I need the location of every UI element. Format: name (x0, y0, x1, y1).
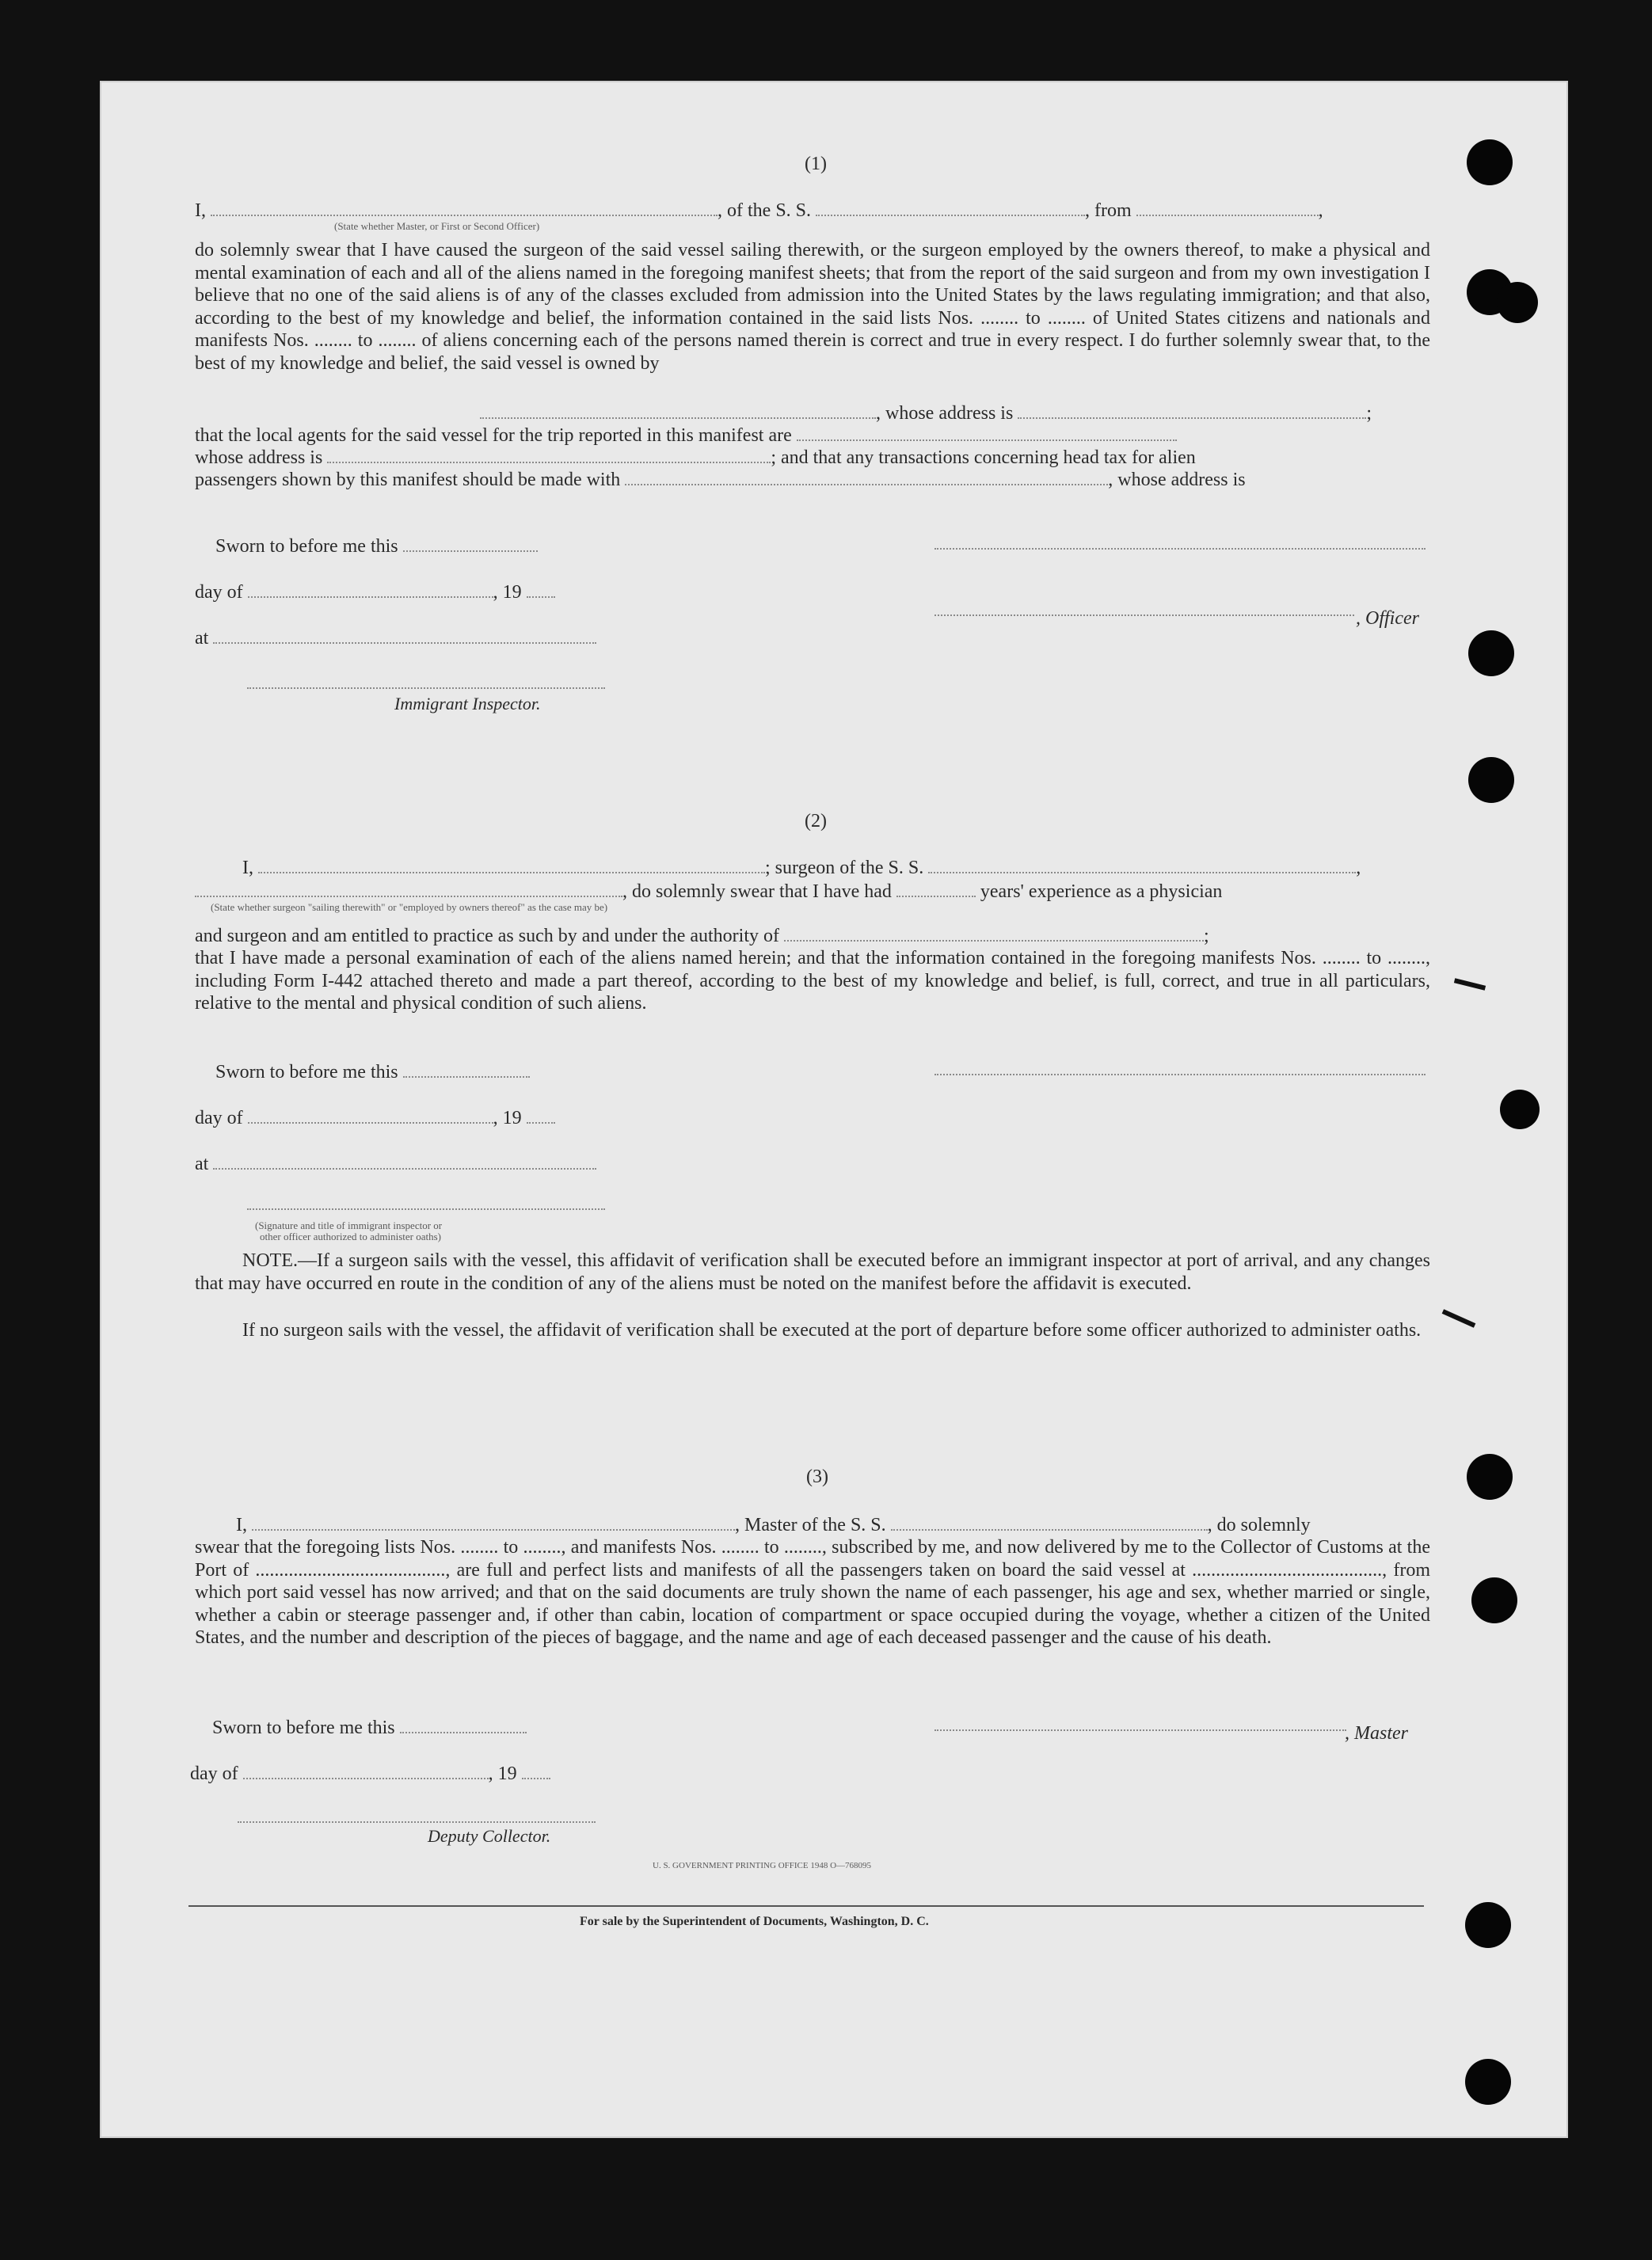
surgeon-vessel-field[interactable] (928, 858, 1356, 873)
sworn-line-3 (212, 1717, 687, 1739)
years-field[interactable] (896, 881, 976, 897)
agent-address-field[interactable] (327, 447, 771, 463)
master-name-field[interactable] (252, 1515, 735, 1531)
at-line-2 (195, 1153, 670, 1175)
punch-hole-7 (1467, 1454, 1513, 1500)
punch-hole-6 (1500, 1090, 1540, 1129)
note-paragraph: NOTE.—If a surgeon sails with the vessel, this affidavit of verification shall be executed before an immigrant inspector at port of arrival, and any changes that may have occurred en route in the condition of any of the aliens must be noted on the manifest before the affidavit is executed. (195, 1250, 1430, 1294)
master-of-label: , Master of the S. S. (735, 1515, 886, 1535)
printing-office-imprint: U. S. GOVERNMENT PRINTING OFFICE 1948 O—768095 (653, 1861, 872, 1870)
whose-address-label: , whose address is (876, 403, 1014, 424)
sworn-date-field-3[interactable] (400, 1718, 527, 1733)
owner-field[interactable] (480, 403, 876, 419)
punch-hole-3 (1497, 282, 1538, 323)
sworn-label-2: Sworn to before me this (215, 1062, 398, 1082)
at-label-2: at (195, 1154, 209, 1174)
day-of-label: day of (195, 582, 243, 603)
punch-hole-4 (1468, 630, 1514, 676)
passengers-line (195, 469, 1430, 491)
at-line-1 (195, 627, 670, 649)
authority-line: and surgeon and am entitled to practice as such by and under the authority of ; (195, 926, 1209, 946)
note-paragraph-2: If no surgeon sails with the vessel, the affidavit of verification shall be executed at the port of departure before some officer authorized to administer oaths. (242, 1320, 1422, 1341)
surgeon-name-field[interactable] (258, 858, 765, 873)
day-of-field-2[interactable] (248, 1108, 493, 1124)
punch-hole-10 (1465, 2059, 1511, 2105)
owned-by-line: , whose address is ; (195, 402, 1430, 424)
local-agents-label: that the local agents for the said vessel for the trip reported in this manifest are (195, 425, 792, 446)
passengers-label: passengers shown by this manifest should be made with (195, 470, 621, 490)
sworn-date-field[interactable] (403, 536, 538, 552)
official-signature-line[interactable] (247, 1208, 605, 1210)
punch-hole-9 (1465, 1902, 1511, 1948)
at-place-field[interactable] (213, 628, 596, 644)
local-agents-line (195, 424, 1430, 447)
authority-field[interactable] (784, 926, 1204, 942)
year-label-2: , 19 (493, 1108, 522, 1128)
day-of-line-3 (190, 1763, 665, 1785)
deputy-signature-line[interactable] (238, 1821, 596, 1823)
officer-hint: (State whether Master, or First or Second Officer) (334, 220, 540, 232)
surgeon-of-label: ; surgeon of the S. S. (765, 858, 924, 878)
sworn-line-1 (215, 535, 691, 557)
day-of-line-2 (195, 1107, 670, 1129)
signature-hint-2: other officer authorized to administer oaths) (260, 1231, 441, 1242)
at-place-field-2[interactable] (213, 1154, 596, 1170)
day-of-label-2: day of (195, 1108, 243, 1128)
year-label-3: , 19 (488, 1763, 517, 1784)
pronoun: I, (195, 200, 206, 221)
surgeon-hint: (State whether surgeon "sailing therewith" or "employed by owners thereof" as the case may be) (211, 901, 608, 913)
deputy-label: Deputy Collector. (428, 1826, 551, 1846)
section-3-line-1 (195, 1514, 1430, 1536)
master-signature-line[interactable] (934, 1729, 1346, 1731)
footer-rule (188, 1905, 1424, 1907)
section-1-body: do solemnly swear that I have caused the surgeon of the said vessel sailing therewith, or the surgeon employed by the owners thereof, to make a physical and mental examination of each and all of the aliens named in the foregoing manifest sheets; that from the report of the said surgeon and from my own investigation I believe that no one of the said aliens is of any of the classes excluded from admission into the United States by the laws regulating immigration; and that also, according to the best of my knowledge and belief, the information contained in the said lists Nos. ........ to ........ of United States citizens and nationals and manifests Nos. ........ to ........ of aliens concerning each of the persons named therein is correct and true in every respect. I do further solemnly swear that, to the best of my knowledge and belief, the said vessel is owned by (195, 240, 1430, 374)
year-field-3[interactable] (522, 1763, 550, 1779)
agent-address-label: whose address is (195, 447, 323, 468)
section-2-body: that I have made a personal examination of each of the aliens named herein; and that the information contained in the foregoing manifests Nos. ........ to ........, including Form I-442 attached thereto and made a part thereof, according to the best of my knowledge and belief, is full, correct, and true in all particulars, relative to the mental and physical condition of such aliens. (195, 948, 1430, 1014)
from-port-field[interactable] (1136, 200, 1319, 216)
pronoun-2: I, (242, 858, 253, 878)
from-label: , from (1085, 200, 1132, 221)
whose-address-label-3: , whose address is (1108, 470, 1246, 490)
signature-hint-1: (Signature and title of immigrant inspector or (255, 1219, 443, 1231)
edge-mark (29, 822, 40, 849)
officer-signature-line[interactable] (934, 548, 1426, 550)
head-tax-label: ; and that any transactions concerning head tax for alien (771, 447, 1196, 468)
section-2-line-1: I, ; surgeon of the S. S. , (242, 858, 1361, 878)
section-1-number: (1) (805, 154, 827, 174)
officer-label: , Officer (1356, 608, 1419, 629)
section-3-number: (3) (806, 1467, 828, 1487)
punch-hole-5 (1468, 757, 1514, 803)
section-2-line-2 (195, 881, 1430, 903)
swear-label: , do solemnly swear that I have had (622, 881, 892, 902)
sworn-line-2 (215, 1061, 691, 1083)
owner-address-field[interactable] (1018, 403, 1366, 419)
sworn-label-3: Sworn to before me this (212, 1718, 395, 1738)
day-of-field[interactable] (248, 582, 493, 598)
section-1-line-1: I, , of the S. S. , from , (195, 200, 1323, 221)
inspector-signature-line[interactable] (247, 687, 605, 689)
section-2-number: (2) (805, 811, 827, 831)
officer-field[interactable] (211, 200, 718, 216)
punch-hole-1 (1467, 139, 1513, 185)
punch-hole-8 (1471, 1577, 1517, 1623)
day-of-label-3: day of (190, 1763, 238, 1784)
at-label: at (195, 628, 209, 649)
sale-notice: For sale by the Superintendent of Documents, Washington, D. C. (580, 1915, 929, 1928)
do-solemnly-label: , do solemnly (1207, 1515, 1311, 1535)
vessel-name-field[interactable] (816, 200, 1085, 216)
officer-title-line[interactable] (934, 614, 1354, 616)
local-agents-field[interactable] (797, 425, 1177, 441)
surgeon-type-field[interactable] (195, 881, 622, 897)
year-field-2[interactable] (527, 1108, 555, 1124)
sworn-date-field-2[interactable] (403, 1062, 530, 1078)
year-field[interactable] (527, 582, 555, 598)
day-of-line-1 (195, 581, 670, 603)
section-3-body: swear that the foregoing lists Nos. ........ to ........, and manifests Nos. ........ to ........, subscribed by me, and now delivered by me to the Collector of Customs at the Port of ........................................, are full and perfect lists and manifests of all the passengers taken on board the said vessel at ........................................, from which port said vessel has now arrived; and that on the said documents are truly shown the name of each passenger, his age and sex, whether married or single, whether a cabin or steerage passenger and, if other than cabin, location of compartment or space occupied during the voyage, whether a citizen of the United States, and the number and description of the pieces of baggage, and the name and age of each deceased passenger and the cause of his death. (195, 1537, 1430, 1648)
surgeon-signature-line[interactable] (934, 1074, 1426, 1075)
agent-address-line (195, 447, 1430, 469)
head-tax-contact-field[interactable] (625, 470, 1108, 485)
of-ss-label: , of the S. S. (718, 200, 812, 221)
master-vessel-field[interactable] (891, 1515, 1208, 1531)
years-label: years' experience as a physician (980, 881, 1223, 902)
pronoun-3: I, (236, 1515, 247, 1535)
day-of-field-3[interactable] (243, 1763, 489, 1779)
authority-label: and surgeon and am entitled to practice as such by and under the authority of (195, 926, 779, 946)
year-label: , 19 (493, 582, 522, 603)
sworn-label: Sworn to before me this (215, 536, 398, 557)
master-label: , Master (1345, 1723, 1408, 1744)
inspector-label: Immigrant Inspector. (394, 694, 541, 713)
